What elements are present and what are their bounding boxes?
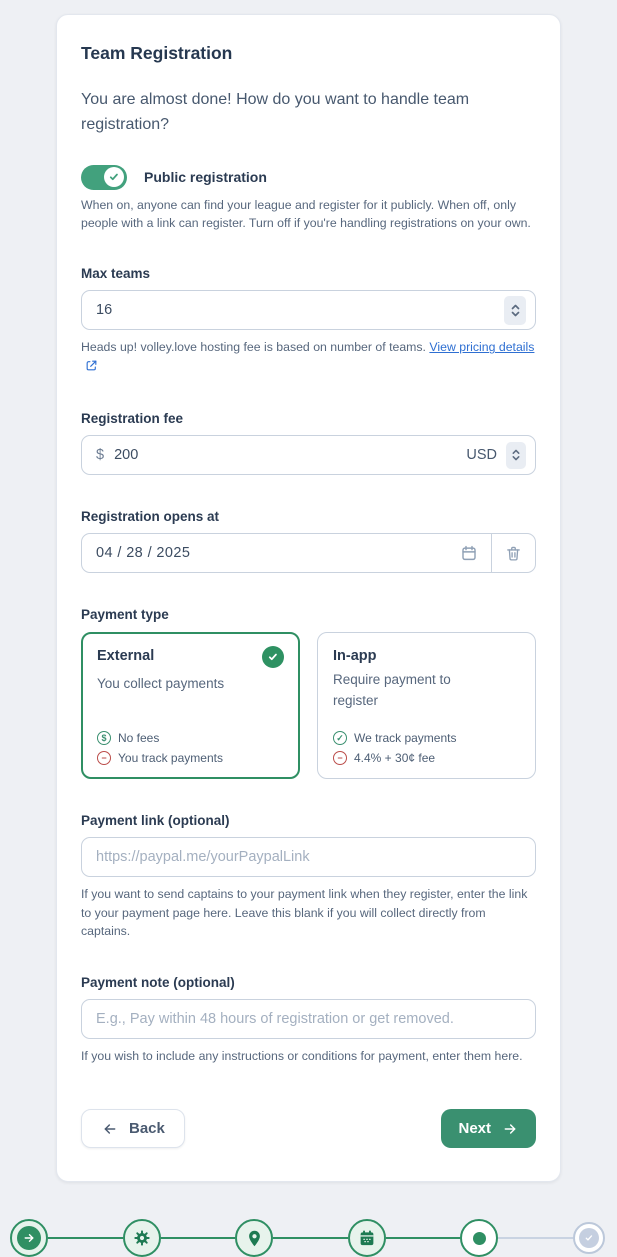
map-pin-icon bbox=[245, 1229, 264, 1248]
calendar-picker-button[interactable] bbox=[460, 544, 478, 562]
stepper-connector bbox=[498, 1237, 573, 1239]
back-button-label: Back bbox=[129, 1120, 165, 1138]
payment-note-input[interactable] bbox=[96, 1011, 526, 1027]
payment-option-subtitle: Require payment to register bbox=[333, 672, 451, 708]
registration-fee-stepper[interactable] bbox=[506, 442, 526, 469]
stepper-step-3[interactable] bbox=[235, 1219, 273, 1257]
page-subtitle: You are almost done! How do you want to handle team registration? bbox=[81, 91, 470, 133]
payment-option-in-app[interactable] bbox=[317, 632, 536, 779]
stepper-connector bbox=[161, 1237, 236, 1239]
back-button[interactable] bbox=[81, 1109, 185, 1148]
registration-fee-field bbox=[81, 435, 536, 475]
check-icon bbox=[579, 1228, 599, 1248]
registration-fee-input[interactable] bbox=[114, 447, 466, 463]
max-teams-stepper[interactable] bbox=[504, 296, 526, 325]
check-icon bbox=[108, 171, 120, 183]
payment-link-field bbox=[81, 837, 536, 877]
view-pricing-link[interactable]: View pricing details bbox=[429, 340, 535, 355]
date-input[interactable]: 04 / 28 / 2025 bbox=[96, 545, 191, 562]
clear-date-button[interactable] bbox=[492, 534, 535, 572]
calendar-icon bbox=[358, 1229, 376, 1247]
public-registration-toggle[interactable] bbox=[81, 165, 127, 190]
feature-text: We track payments bbox=[354, 731, 457, 746]
feature-row bbox=[97, 751, 284, 765]
minus-circle-icon: − bbox=[97, 751, 111, 765]
team-registration-card bbox=[56, 14, 561, 1182]
stepper-step-2[interactable] bbox=[123, 1219, 161, 1257]
next-button[interactable] bbox=[441, 1109, 536, 1148]
payment-link-help: If you want to send captains to your payment link when they register, enter the link to your payment page here. Leave this blank if you will collect directly from captains. bbox=[81, 887, 528, 939]
gear-icon bbox=[133, 1229, 151, 1247]
max-teams-label: Max teams bbox=[81, 266, 151, 282]
next-button-label: Next bbox=[458, 1120, 491, 1138]
arrow-right-icon bbox=[17, 1226, 41, 1250]
minus-circle-icon: − bbox=[333, 751, 347, 765]
dollar-circle-icon: $ bbox=[97, 731, 111, 745]
feature-text: No fees bbox=[118, 731, 160, 746]
feature-text: You track payments bbox=[118, 751, 223, 766]
payment-link-input[interactable] bbox=[96, 849, 526, 865]
payment-option-external[interactable] bbox=[81, 632, 300, 779]
feature-row bbox=[333, 751, 520, 765]
payment-note-field bbox=[81, 999, 536, 1039]
payment-option-title: External bbox=[97, 648, 155, 665]
stepper-step-1[interactable] bbox=[10, 1219, 48, 1257]
stepper-connector bbox=[273, 1237, 348, 1239]
dot-icon bbox=[473, 1232, 486, 1245]
arrow-right-icon bbox=[501, 1121, 519, 1137]
public-registration-label: Public registration bbox=[144, 169, 267, 186]
payment-link-label: Payment link (optional) bbox=[81, 813, 230, 829]
toggle-knob bbox=[104, 167, 124, 187]
currency-symbol: $ bbox=[96, 447, 105, 464]
page-title: Team Registration bbox=[81, 43, 233, 63]
max-teams-field bbox=[81, 290, 536, 330]
payment-note-help: If you wish to include any instructions or conditions for payment, enter them here. bbox=[81, 1048, 523, 1063]
check-icon bbox=[267, 651, 279, 663]
payment-type-label: Payment type bbox=[81, 607, 169, 623]
chevrons-up-down-icon bbox=[510, 302, 521, 319]
selected-badge bbox=[262, 646, 284, 668]
feature-row bbox=[333, 731, 520, 745]
stepper-step-6 bbox=[573, 1222, 605, 1254]
feature-row bbox=[97, 731, 284, 745]
max-teams-help: Heads up! volley.love hosting fee is based on number of teams. View pricing details bbox=[81, 338, 536, 377]
trash-icon bbox=[505, 545, 522, 562]
stepper-connector bbox=[48, 1237, 123, 1239]
chevrons-up-down-icon bbox=[511, 447, 521, 463]
stepper-step-5-current[interactable] bbox=[460, 1219, 498, 1257]
arrow-left-icon bbox=[101, 1121, 119, 1137]
check-circle-icon: ✓ bbox=[333, 731, 347, 745]
external-link-icon bbox=[85, 359, 98, 372]
stepper-step-4[interactable] bbox=[348, 1219, 386, 1257]
payment-note-label: Payment note (optional) bbox=[81, 974, 235, 990]
currency-code: USD bbox=[466, 447, 497, 464]
feature-text: 4.4% + 30¢ fee bbox=[354, 751, 436, 766]
registration-opens-field bbox=[81, 533, 536, 573]
calendar-icon bbox=[460, 544, 478, 562]
progress-stepper bbox=[0, 1219, 617, 1257]
stepper-connector bbox=[386, 1237, 461, 1239]
public-registration-help: When on, anyone can find your league and register for it publicly. When off, only people with a link can register. Turn off if you're handling registrations on your own. bbox=[81, 197, 531, 231]
payment-option-subtitle: You collect payments bbox=[97, 676, 225, 692]
payment-option-title: In-app bbox=[333, 648, 377, 665]
max-teams-input[interactable] bbox=[96, 302, 504, 318]
registration-opens-label: Registration opens at bbox=[81, 509, 220, 525]
registration-fee-label: Registration fee bbox=[81, 411, 184, 427]
